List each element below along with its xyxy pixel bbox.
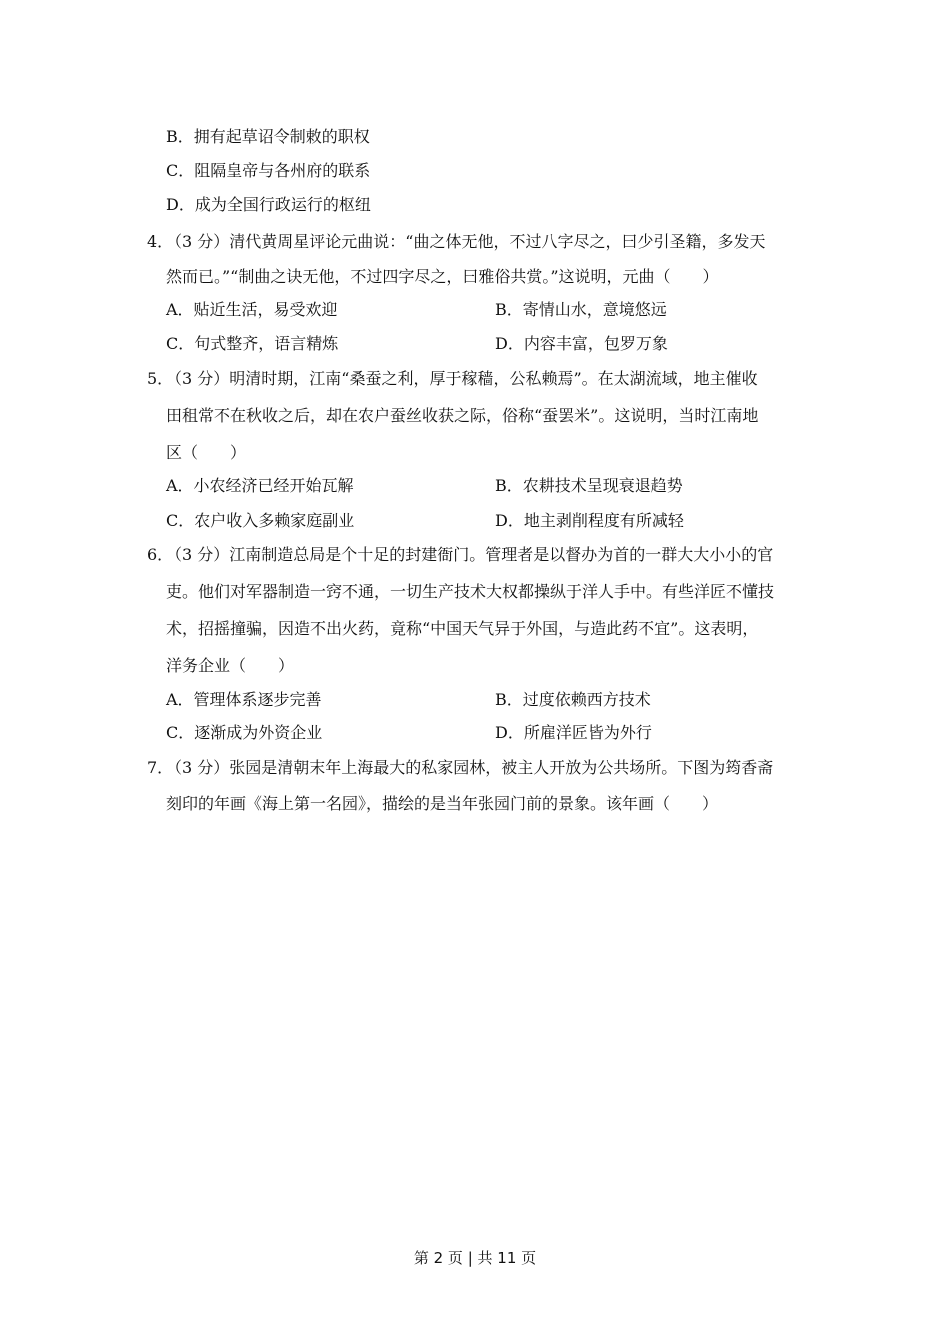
q3-option-b: B．拥有起草诏令制敕的职权 [166, 127, 370, 146]
q4-stem-line: （3 分）清代黄周星评论元曲说：“曲之体无他，不过八字尽之，曰少引圣籍，多发天 [166, 232, 766, 251]
q4-option-c: C．句式整齐，语言精炼 [166, 334, 339, 353]
q4-option-b: B．寄情山水，意境悠远 [495, 300, 667, 319]
q3-option-d: D．成为全国行政运行的枢纽 [166, 195, 371, 214]
q7-number: 7． [147, 758, 174, 777]
q4-option-d: D．内容丰富，包罗万象 [495, 334, 668, 353]
q5-option-d: D．地主剥削程度有所减轻 [495, 511, 684, 530]
q6-number: 6． [147, 545, 174, 564]
q5-option-a: A．小农经济已经开始瓦解 [166, 476, 354, 495]
q5-option-c: C．农户收入多赖家庭副业 [166, 511, 355, 530]
q5-option-b: B．农耕技术呈现衰退趋势 [495, 476, 683, 495]
q6-stem-line: 术，招摇撞骗，因造不出火药，竟称“中国天气异于外国，与造此药不宜”。这表明， [166, 619, 759, 638]
q6-option-a: A．管理体系逐步完善 [166, 690, 322, 709]
q5-stem-line: 区（ ） [166, 443, 247, 462]
q6-stem-line: 洋务企业（ ） [166, 656, 295, 675]
q6-stem-line: 吏。他们对军器制造一窍不通，一切生产技术大权都操纵于洋人手中。有些洋匠不懂技 [166, 582, 775, 601]
q6-option-d: D．所雇洋匠皆为外行 [495, 723, 652, 742]
q3-option-c: C．阻隔皇帝与各州府的联系 [166, 161, 371, 180]
page-footer: 第 2 页 | 共 11 页 [413, 1249, 537, 1267]
q5-number: 5． [147, 369, 174, 388]
q6-option-c: C．逐渐成为外资企业 [166, 723, 323, 742]
q6-stem-line: （3 分）江南制造总局是个十足的封建衙门。管理者是以督办为首的一群大大小小的官 [166, 545, 774, 564]
q4-number: 4． [147, 232, 174, 251]
q7-stem-line: 刻印的年画《海上第一名园》，描绘的是当年张园门前的景象。该年画（ ） [166, 794, 719, 813]
q4-stem-line: 然而已。”“制曲之诀无他，不过四字尽之，曰雅俗共赏。”这说明，元曲（ ） [166, 267, 719, 286]
q5-stem-line: 田租常不在秋收之后，却在农户蚕丝收获之际，俗称“蚕罢米”。这说明，当时江南地 [166, 406, 759, 425]
q4-option-a: A．贴近生活，易受欢迎 [166, 300, 338, 319]
q7-stem-line: （3 分）张园是清朝末年上海最大的私家园林，被主人开放为公共场所。下图为筠香斋 [166, 758, 774, 777]
q5-stem-line: （3 分）明清时期，江南“桑蚕之利，厚于稼穑，公私赖焉”。在太湖流域，地主催收 [166, 369, 758, 388]
q6-option-b: B．过度依赖西方技术 [495, 690, 651, 709]
